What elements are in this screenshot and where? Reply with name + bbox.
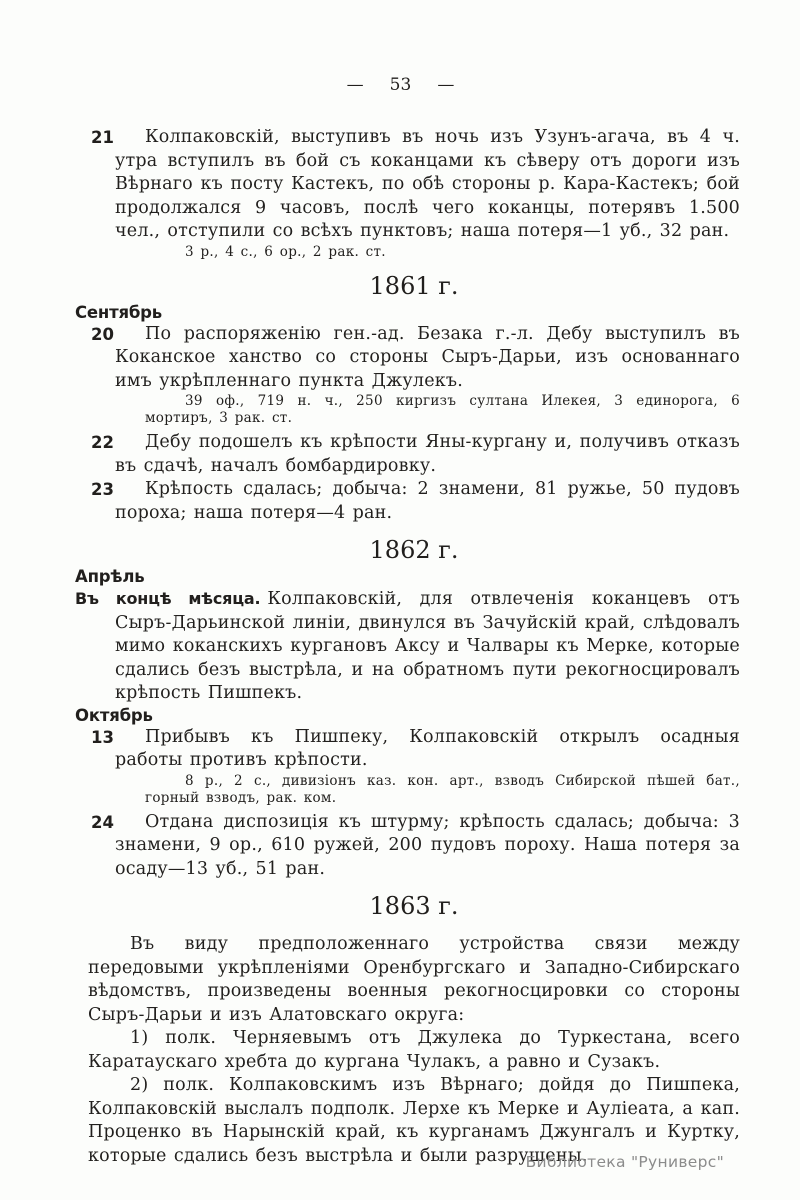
entry-13-text: Прибывъ къ Пишпеку, Колпаковскій открылъ осадныя работы противъ крѣпости. — [115, 726, 740, 770]
april-event — [75, 587, 741, 706]
year-heading-1862: 1862 г. — [369, 536, 459, 564]
month-heading-april: Апрѣль — [75, 567, 145, 586]
page-number — [88, 74, 713, 96]
april-event-date-lead: Въ концѣ мѣсяца. — [75, 589, 261, 608]
month-heading-october: Октябрь — [75, 705, 153, 725]
entry-20-text: По распоряженію ген.-ад. Безака г.-л. Дебу выступилъ въ Коканское ханство со стороны Сыръ-Дарьи, изъ основаннаго имъ укрѣпленнаго пункта Джулекъ. — [115, 323, 740, 391]
entry-24 — [91, 811, 740, 882]
library-watermark: Библиотека "Руниверс" — [525, 1153, 724, 1171]
month-heading-september: Сентябрь — [75, 302, 163, 322]
entry-21-footnote: 3 р., 4 с., 6 ор., 2 рак. ст. — [185, 243, 386, 260]
entry-13 — [91, 726, 740, 807]
entry-21 — [91, 126, 740, 261]
entry-22-number: 22 — [91, 433, 114, 452]
entry-20-footnote: 39 оф., 719 н. ч., 250 киргизъ султана Илекея, 3 единорога, 6 мортиръ, 3 рак. ст. — [145, 393, 740, 426]
entry-13-footnote: 8 р., 2 с., дивизіонъ каз. кон. арт., взводъ Сибирской пѣшей бат., горный взводъ, рак. ком. — [145, 772, 740, 806]
list-item-1-1863: 1) полк. Черняевымъ отъ Джулека до Туркестана, всего Каратаускаго хребта до кургана Чулакъ, а равно и Сузакъ. — [88, 1028, 740, 1072]
entry-23-number: 23 — [91, 480, 114, 499]
entry-22 — [91, 431, 740, 478]
year-heading-1861: 1861 г. — [369, 271, 459, 300]
entry-23 — [91, 478, 740, 525]
entry-21-number: 21 — [91, 128, 114, 147]
entry-20 — [91, 323, 740, 428]
entry-21-text: Колпаковскій, выступивъ въ ночь изъ Узунъ-агача, въ 4 ч. утра вступилъ въ бой съ коканцами къ сѣверу отъ дороги изъ Вѣрнаго къ посту Кастекъ, по обѣ стороны р. Кара-Кастекъ; бой продолжался 9 часовъ, послѣ чего коканцы, потерявъ 1.500 чел., отступили со всѣхъ пунктовъ; наша потеря—1 уб., 32 ран. — [115, 127, 740, 241]
april-event-text: Колпаковскій, для отвлеченія коканцевъ отъ Сыръ-Дарьинской линіи, двинулся въ Зачуйскій край, слѣдовалъ мимо коканскихъ кургановъ Аксу и Чалвары къ Мерке, которые сдались безъ выстрѣла, и на обратномъ пути рекогносцировалъ крѣпость Пишпекъ. — [115, 589, 741, 703]
entry-22-text: Дебу подошелъ къ крѣпости Яны-кургану и, получивъ отказъ въ сдачѣ, началъ бомбардировку. — [115, 432, 740, 476]
entry-20-number: 20 — [91, 324, 114, 344]
intro-paragraph-1863: Въ виду предположеннаго устройства связи между передовыми укрѣпленіями Оренбургскаго и Западно-Сибирскаго вѣдомствъ, произведены военныя рекогносцировки со стороны Сыръ-Дарьи и изъ Алатовскаго округа: — [88, 934, 740, 1025]
page-number-right-dash: — — [437, 75, 455, 95]
page-number-value: 53 — [389, 75, 412, 95]
year-heading-1863: 1863 г. — [369, 892, 459, 920]
entry-24-text: Отдана диспозиція къ штурму; крѣпость сдалась; добыча: 3 знамени, 9 ор., 610 ружей, 200 пудовъ пороху. Наша потеря за осаду—13 уб., 51 ран. — [115, 811, 740, 879]
entry-23-text: Крѣпость сдалась; добыча: 2 знамени, 81 ружье, 50 пудовъ пороха; наша потеря—4 ран. — [115, 479, 740, 523]
page-number-left-dash: — — [346, 75, 364, 95]
entry-13-number: 13 — [91, 727, 114, 747]
entry-24-number: 24 — [91, 812, 114, 832]
list-item-2-1863: 2) полк. Колпаковскимъ изъ Вѣрнаго; дойдя до Пишпека, Колпаковскій выслалъ подполк. Лерхе къ Мерке и Ауліеата, а кап. Проценко въ Нарынскій край, къ курганамъ Джунгалъ и Куртку, которые сдались безъ выстрѣла и были разрушены. — [88, 1075, 740, 1166]
text-block — [75, 74, 741, 1168]
